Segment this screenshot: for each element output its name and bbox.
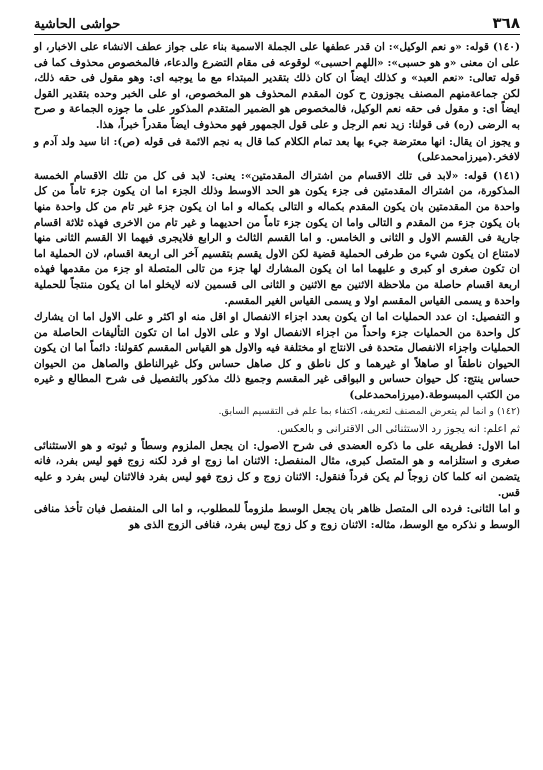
running-title: حواشى الحاشية [34, 17, 121, 32]
page-body [34, 40, 520, 534]
page-number: ٣٦٨ [492, 14, 520, 32]
note-143-intro: ثم اعلم: انه يجوز رد الاستثنائى الى الاقترانى و بالعكس. [276, 423, 520, 436]
note-141-detail: و التفصيل: ان عدد الحمليات اما ان يكون بعدد اجزاء الانفصال او اقل منه او اكثر و على الاول اما ان يشارك كل واحدة من الحمليات جزء واحداً من اجزاء الانفصال اولا و على الاول اما ان تكون التأليفات الحاصلة من الحمليات واجزاء الانفصال متحدة فى الانتاج او مختلفة فيه والاول هو القياس المقسم كقولنا: دائماً اما ان يكون الحيوان ناطقاً او صاهلاً او غيرهما و كل ناطق و كل صاهل حساس وكل غيرالناطق والصاهل من الحيوان حساس ينتج: كل حيوان حساس و البواقى غير المقسم وجميع ذلك مذكور بالتفصيل فى شرح المطالع و غيره من الكتب المبسوطة.(ميرزامحمدعلى) [34, 311, 520, 402]
header-rule [34, 34, 520, 35]
note-140: (١٤٠) قوله: «و نعم الوكيل»: ان قدر عطفها على الجملة الاسمية بناء على جواز عطف الانشاء على الاخبار، او على ان معنى «و هو حسبى»: «اللهم احسبى» لوقوعه فى مقام التضرع والدعاء، فالمخصوص محذوف كما فى قوله تعالى: «نعم العبد» و كذلك ايضاً ان كان ذلك بتقدير المبتداء مع ما يوجبه اى: وهو مقول فى حقه ذلك، لكن جماعةمنهم المصنف يجوزون ح كون المقدم المحذوف هو المخصوص، او على الخبر وحده بتقدير القول ايضاً اى: و مقول فى حقه نعم الوكيل، فالمخصوص هو الضمير المتقدم المذكور على ما جوزه الجماعة و صرح به الرضى (ره) فى قولنا: زيد نعم الرجل و على قول الجمهور فهو محذوف ايضاً مقدراً خبراً، هذا. [34, 41, 520, 131]
page-header [34, 10, 520, 32]
note-143-second: و اما الثانى: فرده الى المتصل ظاهر بان يجعل الوسط ملزوماً للمطلوب، و اما الى المنفصل فبان تأخذ منافى الوسط و نذكره مع الوسط، مثاله: الاثنان زوج و كل زوج ليس بفرد، فنافى الزوج الذى هو [34, 503, 520, 531]
note-141: (١٤١) قوله: «لابد فى تلك الاقسام من اشتراك المقدمتين»: يعنى: لابد فى كل من تلك الاقسام الخمسة المذكورة، من اشتراك المقدمتين فى جزء يكون هو الحد الاوسط وذلك الجزء اما ان يكون جزء تاماً من كل واحدة من المقدمتين بان يكون المقدم بكماله و التالى بكماله و اما ان يكون جزء غير تام من كل واحدة منها بان يكون جزء من المقدم و التالى واما ان يكون جزء تاماً من احديهما و غير تام من الاخرى فهذه ثلاثة اقسام جارية فى القسم الاول و الثانى و الخامس. و اما القسم الثالث و الرابع فلايجرى فيهما الا القسم الثانى منها لامتناع ان يكون شيء من طرفى الحملية قضية لكن الاول يقسم بتقسيم آخر الى اربعة اقسام، لان الحملية اما ان تكون صغرى او كبرى و عليهما اما ان يكون المشارك لها جزء من تالى المتصلة او جزء من مقدمها فهذه اربعة اقسام حاصلة من ملاحظة الاثنين مع الاثنين و الثانى الى قسمين لانه لايخلو اما ان يكون منتجاً للحملية واحدة و يسمى القياس المقسم اولا و يسمى القياس الغير المقسم. [34, 169, 520, 307]
note-143-first: اما الاول: فطريقه على ما ذكره العضدى فى شرح الاصول: ان يجعل الملزوم وسطاً و ثبوته و هو الاستثنائى صغرى و استلزامه و هو المتصل كبرى، مثال المنفصل: الاثنان اما زوج او فرد لكنه زوج فهو ليس بفرد، فانه يتضمن انه كلما كان زوجاً لم يكن فرداً فنقول: الاثنان زوج و كل زوج فهو ليس بفرد فالاثنان ليس بفرد و عليه قس. [34, 439, 520, 499]
note-142: (١٤٢) و انما لم يتعرض المصنف لتعريفه، اكتفاء بما علم فى التقسيم السابق. [218, 405, 520, 417]
note-140-addendum: و يجوز ان يقال: انها معترضة جيء بها بعد تمام الكلام كما قال به نجم الائمة فى قوله (ص): انا سيد ولد آدم و لافخر.(ميرزامحمدعلى) [34, 135, 520, 164]
